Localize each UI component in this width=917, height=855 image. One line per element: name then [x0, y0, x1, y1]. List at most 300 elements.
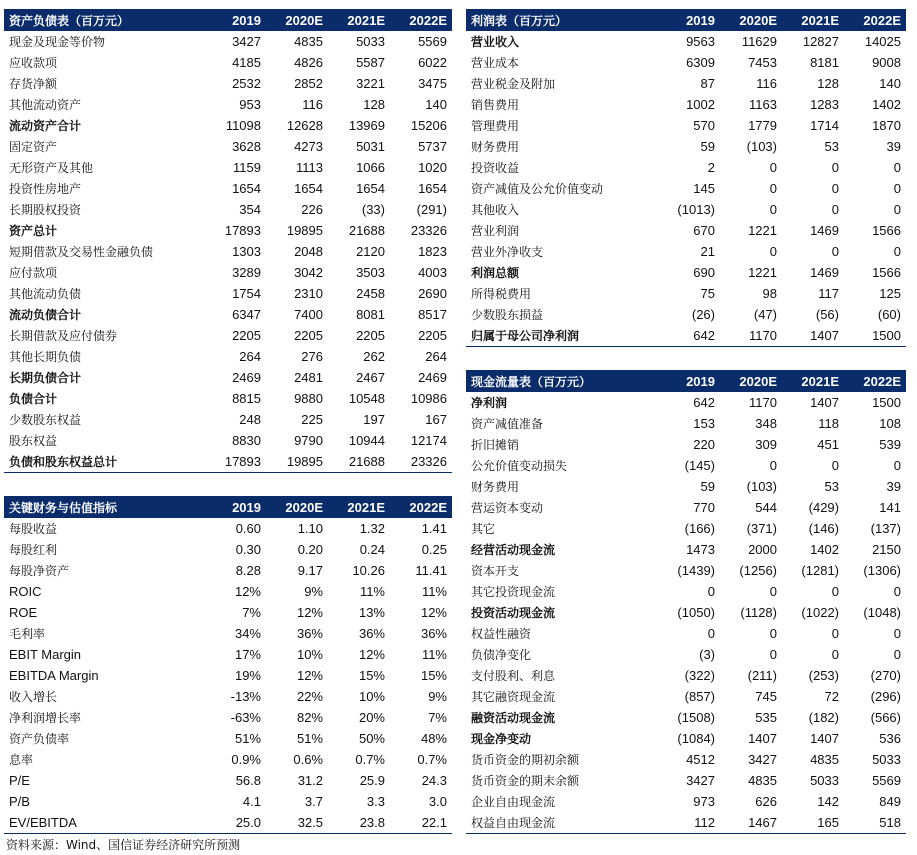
- row-label: 流动资产合计: [9, 119, 82, 133]
- cell-value: (1084): [677, 731, 715, 746]
- cell-value: 8517: [418, 307, 447, 322]
- row-label: 投资性房地产: [9, 182, 82, 196]
- cell-value: 0.7%: [417, 752, 447, 767]
- row-label: 应付款项: [9, 266, 58, 280]
- year-header: 2020E: [720, 370, 782, 392]
- cell-value: 2150: [872, 542, 901, 557]
- cell-value: 5587: [356, 55, 385, 70]
- row-label: 每股红利: [9, 543, 58, 557]
- row-label: 少数股东权益: [9, 413, 82, 427]
- cell-value: 32.5: [297, 815, 323, 830]
- cell-value: (182): [808, 710, 839, 725]
- cell-value: 10.26: [352, 563, 385, 578]
- cell-value: 3042: [294, 265, 323, 280]
- cell-value: 745: [755, 689, 777, 704]
- row-label: 息率: [9, 753, 34, 767]
- cell-value: 36%: [420, 626, 447, 641]
- table-title: 资产负债表（百万元）: [4, 9, 212, 31]
- cell-value: 31.2: [297, 773, 323, 788]
- table-row: [466, 707, 906, 728]
- cell-value: 10548: [348, 391, 385, 406]
- row-label: 其它融资现金流: [471, 690, 556, 704]
- row-label: 营业成本: [471, 56, 520, 70]
- cell-value: 1469: [810, 265, 839, 280]
- cell-value: 0: [831, 626, 839, 641]
- cell-value: 128: [363, 97, 385, 112]
- cell-value: 53: [824, 139, 839, 154]
- cell-value: 117: [818, 286, 839, 301]
- table-row: [4, 283, 452, 304]
- table-row: [466, 31, 906, 52]
- cell-value: (1306): [863, 563, 901, 578]
- cell-value: 1283: [810, 97, 839, 112]
- cell-value: 4.1: [242, 794, 261, 809]
- cell-value: 0: [707, 626, 715, 641]
- table-row: [466, 518, 906, 539]
- table-title: 现金流量表（百万元）: [466, 370, 666, 392]
- cell-value: (1013): [677, 202, 715, 217]
- table-row: [4, 665, 452, 686]
- row-label: 短期借款及交易性金融负债: [9, 245, 154, 259]
- cell-value: 0.6%: [293, 752, 323, 767]
- cell-value: 19895: [286, 223, 323, 238]
- cell-value: 5031: [356, 139, 385, 154]
- table-row: [466, 434, 906, 455]
- table-row: [466, 94, 906, 115]
- cell-value: 1654: [418, 181, 447, 196]
- year-header: 2020E: [266, 496, 328, 518]
- cell-value: 642: [693, 328, 715, 343]
- cell-value: 226: [301, 202, 323, 217]
- cell-value: 8081: [356, 307, 385, 322]
- table-row: [4, 644, 452, 665]
- table-row: [4, 220, 452, 241]
- row-label: 其他收入: [471, 203, 520, 217]
- cell-value: 0.7%: [355, 752, 385, 767]
- row-label: 企业自由现金流: [471, 795, 556, 809]
- cell-value: 0: [831, 202, 839, 217]
- cell-value: 0: [769, 584, 777, 599]
- cell-value: 0: [893, 584, 901, 599]
- cell-value: 3.0: [428, 794, 447, 809]
- cell-value: 17893: [224, 223, 261, 238]
- cell-value: 15%: [420, 668, 447, 683]
- cell-value: 36%: [296, 626, 323, 641]
- cell-value: (166): [684, 521, 715, 536]
- row-label: 营业利润: [471, 224, 520, 238]
- row-label: 每股收益: [9, 522, 58, 536]
- cell-value: 3289: [232, 265, 261, 280]
- cell-value: (566): [870, 710, 901, 725]
- row-label: 投资收益: [471, 161, 520, 175]
- cell-value: 20%: [358, 710, 385, 725]
- cell-value: 12%: [420, 605, 447, 620]
- table-row: [466, 812, 906, 834]
- cell-value: 82%: [296, 710, 323, 725]
- table-row: [4, 367, 452, 388]
- row-label: 管理费用: [471, 119, 520, 133]
- row-label: 少数股东损益: [471, 308, 544, 322]
- row-label: 流动负债合计: [9, 308, 82, 322]
- row-label: 其他流动负债: [9, 287, 82, 301]
- cell-value: 0: [769, 202, 777, 217]
- cell-value: 9563: [686, 34, 715, 49]
- cell-value: 23.8: [359, 815, 385, 830]
- table-header: [4, 9, 452, 31]
- table-row: [4, 409, 452, 430]
- cell-value: 2205: [232, 328, 261, 343]
- cell-value: 50%: [358, 731, 385, 746]
- cell-value: 0: [769, 626, 777, 641]
- cell-value: 12%: [296, 668, 323, 683]
- cell-value: 116: [756, 76, 777, 91]
- cell-value: 2120: [356, 244, 385, 259]
- cell-value: 5033: [810, 773, 839, 788]
- cell-value: 248: [239, 412, 261, 427]
- cell-value: 0: [831, 458, 839, 473]
- cell-value: 0: [831, 181, 839, 196]
- cell-value: 36%: [358, 626, 385, 641]
- table-header: [4, 496, 452, 518]
- cell-value: 3221: [356, 76, 385, 91]
- cell-value: 3427: [232, 34, 261, 49]
- year-header: 2019: [666, 9, 720, 31]
- cell-value: 39: [886, 479, 901, 494]
- cell-value: 1163: [749, 97, 777, 112]
- table-row: [466, 476, 906, 497]
- row-label: 其它: [471, 522, 496, 536]
- year-header: 2022E: [844, 370, 906, 392]
- table-row: [466, 602, 906, 623]
- cell-value: 3.7: [304, 794, 323, 809]
- cell-value: 39: [886, 139, 901, 154]
- table-row: [4, 178, 452, 199]
- cell-value: 142: [817, 794, 839, 809]
- row-label: 其它投资现金流: [471, 585, 556, 599]
- row-label: 权益自由现金流: [471, 816, 556, 830]
- table-row: [466, 241, 906, 262]
- year-header: 2022E: [390, 9, 452, 31]
- row-label: 营业税金及附加: [471, 77, 556, 91]
- cell-value: 5569: [418, 34, 447, 49]
- year-header: 2019: [212, 496, 266, 518]
- cell-value: 2458: [356, 286, 385, 301]
- cell-value: 21688: [348, 454, 385, 469]
- cell-value: 2205: [294, 328, 323, 343]
- cell-value: 0: [893, 160, 901, 175]
- cell-value: 0: [769, 647, 777, 662]
- cell-value: 9008: [872, 55, 901, 70]
- cell-value: 3.3: [366, 794, 385, 809]
- table-row: [4, 136, 452, 157]
- cell-value: 1654: [356, 181, 385, 196]
- cell-value: 140: [425, 97, 447, 112]
- cell-value: 2205: [418, 328, 447, 343]
- row-label: 存货净额: [9, 77, 58, 91]
- row-label: 支付股利、利息: [471, 669, 556, 683]
- year-header: 2022E: [390, 496, 452, 518]
- cell-value: 9.17: [297, 563, 323, 578]
- cell-value: (137): [870, 521, 901, 536]
- cell-value: 220: [693, 437, 715, 452]
- cell-value: 9%: [304, 584, 323, 599]
- cell-value: 0.20: [297, 542, 323, 557]
- cell-value: 1402: [810, 542, 839, 557]
- cell-value: 690: [693, 265, 715, 280]
- row-label: EV/EBITDA: [9, 815, 77, 830]
- table-row: [4, 539, 452, 560]
- cell-value: 9790: [294, 433, 323, 448]
- cell-value: 23326: [410, 454, 447, 469]
- balance-sheet-table: [4, 9, 452, 473]
- cell-value: 8830: [232, 433, 261, 448]
- cell-value: 9%: [428, 689, 447, 704]
- cell-value: 642: [693, 395, 715, 410]
- cell-value: 17%: [234, 647, 261, 662]
- cell-value: 1566: [872, 223, 901, 238]
- cell-value: (211): [747, 668, 777, 683]
- row-label: 无形资产及其他: [9, 161, 94, 175]
- table-row: [466, 304, 906, 325]
- cell-value: 1407: [810, 395, 839, 410]
- cell-value: 3503: [356, 265, 385, 280]
- row-label: 公允价值变动损失: [471, 459, 568, 473]
- row-label: 现金净变动: [471, 732, 532, 746]
- row-label: 负债和股东权益总计: [9, 455, 118, 469]
- cell-value: 0: [769, 244, 777, 259]
- year-header: 2020E: [720, 9, 782, 31]
- cell-value: 973: [693, 794, 715, 809]
- cell-value: 165: [817, 815, 839, 830]
- cell-value: 7%: [428, 710, 447, 725]
- table-row: [466, 623, 906, 644]
- cell-value: 535: [755, 710, 777, 725]
- row-label: 销售费用: [471, 98, 520, 112]
- cell-value: 4835: [748, 773, 777, 788]
- row-label: 应收款项: [9, 56, 58, 70]
- cell-value: 128: [817, 76, 839, 91]
- cell-value: 1714: [810, 118, 839, 133]
- cell-value: 5569: [872, 773, 901, 788]
- cell-value: 0: [893, 647, 901, 662]
- cell-value: 2000: [748, 542, 777, 557]
- cell-value: 544: [755, 500, 777, 515]
- cell-value: 4273: [294, 139, 323, 154]
- row-label: 负债净变化: [471, 648, 532, 662]
- cell-value: 1754: [232, 286, 261, 301]
- cell-value: 3427: [686, 773, 715, 788]
- table-row: [4, 560, 452, 581]
- table-row: [466, 262, 906, 283]
- cell-value: 0: [707, 584, 715, 599]
- income-statement-table: [466, 9, 906, 347]
- table-row: [466, 73, 906, 94]
- cell-value: 7453: [748, 55, 777, 70]
- cell-value: 1.10: [297, 521, 323, 536]
- cell-value: 953: [239, 97, 261, 112]
- cell-value: 0: [831, 584, 839, 599]
- cell-value: 1002: [686, 97, 715, 112]
- table-row: [4, 199, 452, 220]
- cell-value: 1221: [748, 223, 777, 238]
- cell-value: 0: [831, 244, 839, 259]
- table-row: [466, 560, 906, 581]
- cell-value: (26): [691, 307, 715, 322]
- cell-value: 12%: [358, 647, 385, 662]
- row-label: 每股净资产: [9, 564, 70, 578]
- table-row: [4, 115, 452, 136]
- cell-value: (33): [361, 202, 385, 217]
- cell-value: 8815: [232, 391, 261, 406]
- cell-value: 1113: [296, 160, 323, 175]
- row-label: 财务费用: [471, 480, 520, 494]
- cell-value: 10944: [348, 433, 385, 448]
- cell-value: 0: [769, 181, 777, 196]
- cell-value: (371): [746, 521, 777, 536]
- row-label: 权益性融资: [471, 627, 532, 641]
- cell-value: 225: [301, 412, 323, 427]
- cell-value: 11629: [741, 34, 777, 49]
- cell-value: 0: [893, 458, 901, 473]
- table-row: [4, 388, 452, 409]
- table-row: [466, 392, 906, 413]
- table-row: [4, 157, 452, 178]
- table-row: [4, 31, 452, 52]
- table-row: [466, 325, 906, 347]
- cell-value: (145): [684, 458, 715, 473]
- cell-value: 23326: [410, 223, 447, 238]
- cell-value: 13%: [358, 605, 385, 620]
- cell-value: 11%: [421, 647, 447, 662]
- cell-value: 3475: [418, 76, 447, 91]
- cell-value: 2690: [418, 286, 447, 301]
- cell-value: (270): [870, 668, 901, 683]
- cell-value: 2205: [356, 328, 385, 343]
- row-label: 投资活动现金流: [471, 606, 556, 620]
- year-header: 2021E: [328, 496, 390, 518]
- row-label: 货币资金的期末余额: [471, 774, 580, 788]
- row-label: 毛利率: [9, 627, 46, 641]
- table-row: [466, 644, 906, 665]
- cell-value: 153: [693, 416, 715, 431]
- cell-value: 5033: [356, 34, 385, 49]
- table-row: [4, 728, 452, 749]
- cell-value: (1050): [677, 605, 715, 620]
- cell-value: 12174: [410, 433, 447, 448]
- cell-value: 19895: [286, 454, 323, 469]
- row-label: 经营活动现金流: [471, 543, 556, 557]
- cell-value: 0: [769, 458, 777, 473]
- cell-value: 1779: [748, 118, 777, 133]
- cell-value: 11%: [359, 584, 385, 599]
- cell-value: 0.25: [421, 542, 447, 557]
- table-row: [466, 791, 906, 812]
- cell-value: 1500: [872, 395, 901, 410]
- cell-value: 15206: [410, 118, 447, 133]
- year-header: 2021E: [782, 9, 844, 31]
- row-label: EBIT Margin: [9, 647, 82, 662]
- cell-value: (1281): [801, 563, 839, 578]
- table-row: [4, 262, 452, 283]
- cell-value: 1407: [810, 731, 839, 746]
- cell-value: 0.9%: [231, 752, 261, 767]
- cell-value: 25.9: [359, 773, 385, 788]
- cell-value: 14025: [864, 34, 901, 49]
- table-title: 关键财务与估值指标: [4, 496, 212, 518]
- row-label: 负债合计: [9, 392, 58, 406]
- cell-value: (857): [684, 689, 715, 704]
- cell-value: (1128): [740, 605, 777, 620]
- row-label: 净利润: [471, 396, 508, 410]
- cell-value: 1823: [418, 244, 447, 259]
- cell-value: 1170: [749, 395, 777, 410]
- table-row: [4, 52, 452, 73]
- cell-value: 0: [831, 647, 839, 662]
- cell-value: (1048): [863, 605, 901, 620]
- cell-value: 116: [302, 97, 323, 112]
- row-label: 财务费用: [471, 140, 520, 154]
- cell-value: 354: [239, 202, 261, 217]
- cell-value: 670: [693, 223, 715, 238]
- cell-value: (146): [808, 521, 839, 536]
- cell-value: 1469: [810, 223, 839, 238]
- cell-value: (3): [699, 647, 715, 662]
- row-label: 货币资金的期初余额: [471, 753, 580, 767]
- cell-value: 11%: [421, 584, 447, 599]
- row-label: 其他长期负债: [9, 350, 82, 364]
- row-label: 净利润增长率: [9, 711, 82, 725]
- cell-value: 0: [893, 181, 901, 196]
- cell-value: 12827: [802, 34, 839, 49]
- row-label: 其他流动资产: [9, 98, 82, 112]
- cell-value: 570: [693, 118, 715, 133]
- cell-value: (296): [870, 689, 901, 704]
- cell-value: 2467: [356, 370, 385, 385]
- table-row: [4, 707, 452, 728]
- table-row: [466, 220, 906, 241]
- cell-value: 309: [755, 437, 777, 452]
- table-row: [4, 770, 452, 791]
- cell-value: 22.1: [421, 815, 447, 830]
- cell-value: 348: [755, 416, 777, 431]
- cell-value: 59: [700, 139, 715, 154]
- table-row: [4, 304, 452, 325]
- row-label: 资产减值及公允价值变动: [471, 182, 604, 196]
- table-row: [466, 136, 906, 157]
- cell-value: 12%: [234, 584, 261, 599]
- cell-value: 1.32: [359, 521, 385, 536]
- cell-value: 2469: [418, 370, 447, 385]
- cell-value: 0: [893, 244, 901, 259]
- year-header: 2022E: [844, 9, 906, 31]
- table-row: [4, 325, 452, 346]
- table-row: [466, 581, 906, 602]
- cell-value: 34%: [234, 626, 261, 641]
- cell-value: 9880: [294, 391, 323, 406]
- cell-value: 276: [301, 349, 323, 364]
- cell-value: 2469: [232, 370, 261, 385]
- table-row: [4, 451, 452, 473]
- cell-value: 0.60: [235, 521, 261, 536]
- key-ratios-table: [4, 496, 452, 834]
- cell-value: 1566: [872, 265, 901, 280]
- table-row: [4, 430, 452, 451]
- cell-value: (60): [877, 307, 901, 322]
- row-label: 营业收入: [471, 35, 520, 49]
- cell-value: 21: [700, 244, 715, 259]
- table-row: [4, 812, 452, 834]
- cell-value: 7%: [242, 605, 261, 620]
